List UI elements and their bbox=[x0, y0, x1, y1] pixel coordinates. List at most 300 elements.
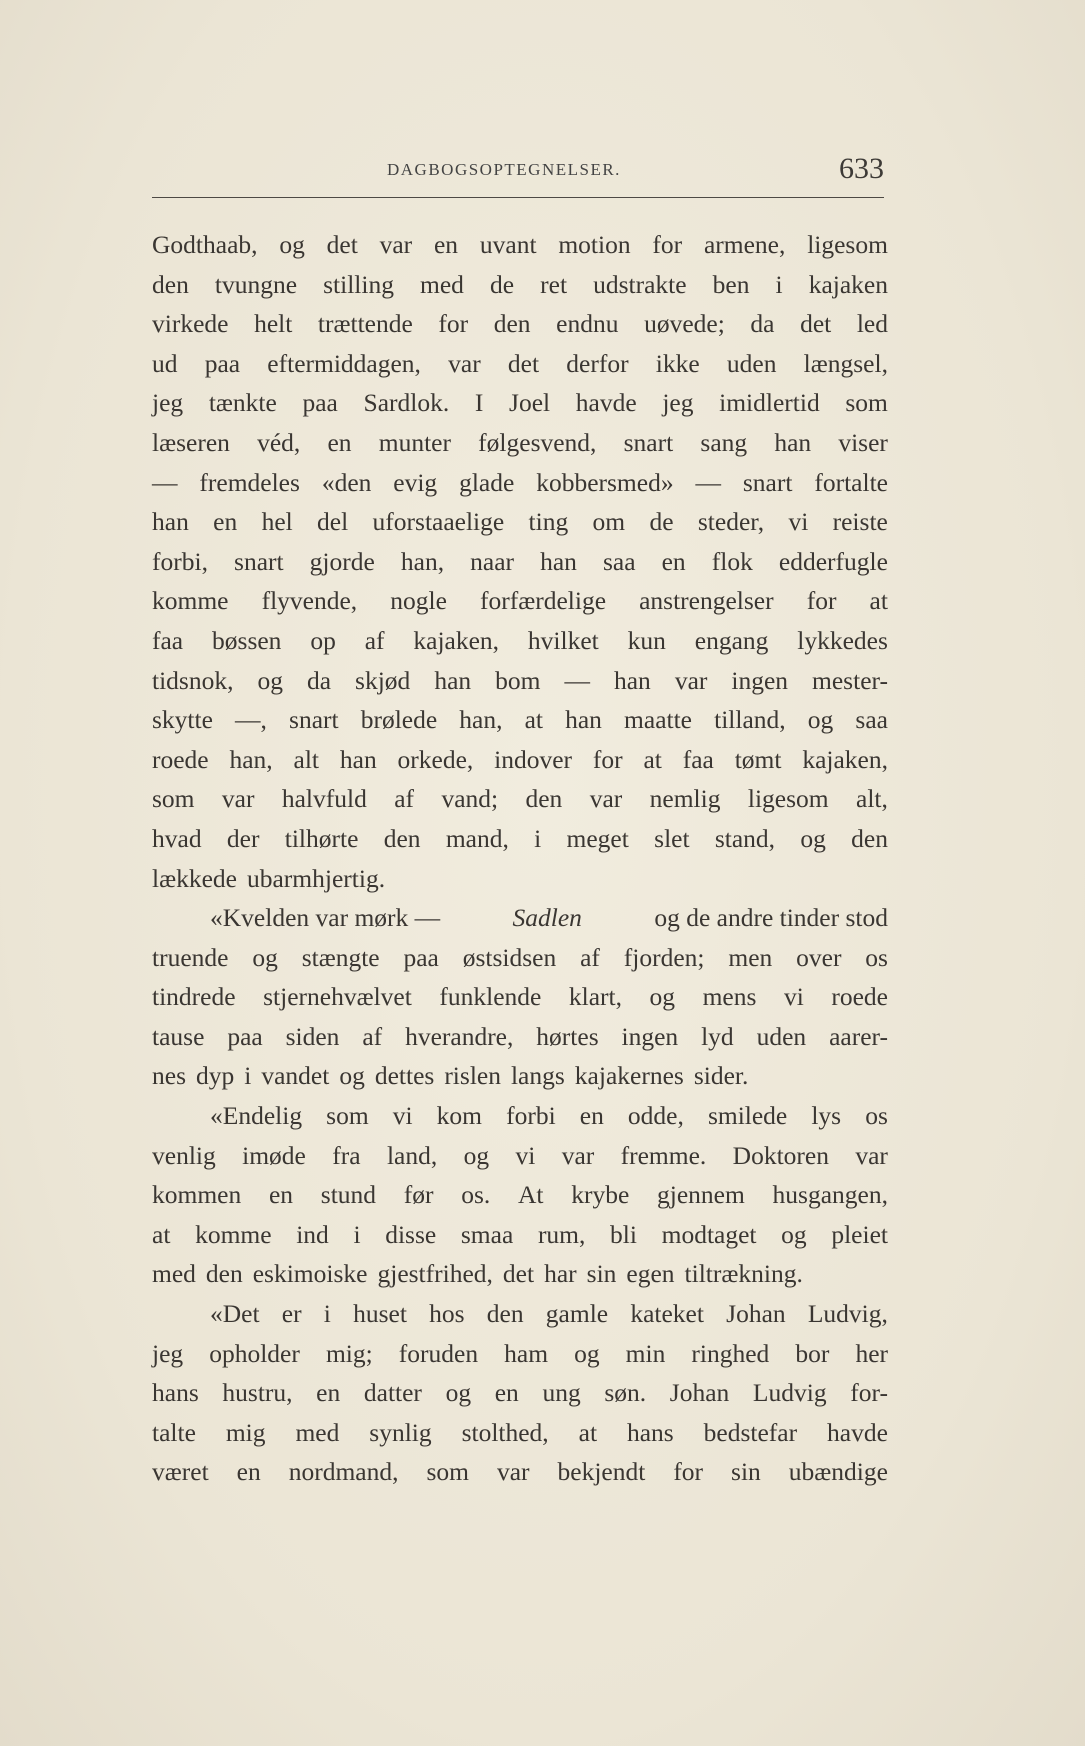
word: op bbox=[310, 625, 336, 655]
word: han bbox=[339, 744, 377, 774]
word: steder, bbox=[697, 507, 765, 537]
text-line bbox=[152, 1254, 888, 1294]
word: at bbox=[643, 744, 662, 774]
word: at bbox=[869, 586, 888, 616]
word: ret bbox=[540, 269, 568, 299]
text-line bbox=[152, 502, 888, 542]
word: roede bbox=[152, 744, 209, 774]
word: hvad bbox=[152, 823, 202, 853]
word: østsidsen bbox=[462, 942, 557, 972]
word: pleiet bbox=[831, 1219, 888, 1249]
word: som bbox=[326, 1101, 369, 1131]
word: krybe bbox=[571, 1180, 630, 1210]
header-rule bbox=[152, 197, 884, 198]
word: endnu bbox=[556, 309, 619, 339]
word: naar bbox=[470, 546, 515, 576]
word: sider. bbox=[693, 1061, 749, 1091]
word: af bbox=[364, 625, 385, 655]
word: alt bbox=[293, 744, 320, 774]
word: tømt bbox=[734, 744, 782, 774]
word: komme bbox=[152, 586, 229, 616]
word: os. bbox=[461, 1180, 491, 1210]
word: læseren bbox=[152, 427, 230, 457]
word: edderfugle bbox=[778, 546, 888, 576]
word: han bbox=[565, 705, 602, 735]
word: han, bbox=[229, 744, 273, 774]
word: uøvede; bbox=[644, 309, 725, 339]
word: og bbox=[279, 230, 305, 259]
word: bli bbox=[610, 1219, 637, 1249]
word: udstrakte bbox=[593, 269, 687, 299]
word: havde bbox=[575, 388, 637, 418]
word: saa bbox=[602, 546, 636, 576]
word: «den bbox=[321, 467, 372, 497]
word: Johan bbox=[726, 1299, 786, 1329]
text-line bbox=[152, 1215, 888, 1255]
word: været bbox=[152, 1457, 209, 1487]
word: uden bbox=[726, 348, 777, 378]
word: da bbox=[750, 309, 775, 339]
word: snart bbox=[623, 427, 674, 457]
word: nogle bbox=[390, 586, 447, 616]
word: indover bbox=[494, 744, 573, 774]
word: stand, bbox=[714, 823, 776, 853]
word: Joel bbox=[509, 388, 551, 418]
word: skytte bbox=[152, 705, 213, 735]
word: kobbersmed» bbox=[536, 467, 674, 497]
word: munter bbox=[378, 427, 451, 457]
word: over bbox=[796, 942, 842, 972]
word: det bbox=[502, 1259, 535, 1289]
word: han bbox=[774, 427, 812, 457]
word: ikke bbox=[655, 348, 700, 378]
word: mig; bbox=[325, 1338, 373, 1368]
word: Ludvig bbox=[752, 1378, 827, 1408]
word: venlig bbox=[152, 1140, 216, 1170]
word: den bbox=[486, 1299, 524, 1329]
word: han bbox=[434, 665, 472, 695]
word: vand; bbox=[441, 784, 499, 814]
word: den bbox=[851, 823, 888, 853]
word: jeg bbox=[152, 388, 184, 418]
word: os bbox=[865, 942, 888, 972]
word: og bbox=[445, 1378, 472, 1408]
word: siden bbox=[285, 1021, 340, 1051]
word: nordmand, bbox=[288, 1457, 399, 1487]
text-line bbox=[152, 740, 888, 780]
text-line bbox=[152, 938, 888, 978]
word: viser bbox=[838, 427, 888, 457]
word: truende bbox=[152, 942, 229, 972]
word: snart bbox=[289, 705, 339, 735]
word: kom bbox=[436, 1101, 483, 1131]
word: da bbox=[306, 665, 332, 695]
text-line bbox=[152, 1294, 888, 1334]
word: for bbox=[673, 1457, 704, 1487]
word: dettes bbox=[374, 1061, 435, 1091]
word: af bbox=[394, 784, 415, 814]
word: eskimoiske bbox=[252, 1259, 368, 1289]
word: I bbox=[474, 388, 484, 418]
word: rum, bbox=[537, 1219, 586, 1249]
word: for- bbox=[850, 1378, 888, 1408]
word: nes bbox=[152, 1061, 186, 1091]
word: virkede bbox=[152, 309, 229, 339]
word: slet bbox=[654, 823, 690, 853]
word: forbi bbox=[506, 1101, 556, 1131]
word: uforstaaelige bbox=[372, 507, 505, 537]
word: stængte bbox=[301, 942, 380, 972]
text-line bbox=[152, 1096, 888, 1136]
text-line bbox=[152, 542, 888, 582]
word: en bbox=[661, 546, 686, 576]
word: tænkte bbox=[208, 388, 277, 418]
word: motion bbox=[558, 230, 631, 259]
word: «Endelig bbox=[210, 1101, 303, 1131]
text-run: og de andre tinder stod bbox=[654, 903, 888, 933]
running-head: DAGBOGSOPTEGNELSER. bbox=[387, 160, 621, 179]
word: mens bbox=[702, 982, 757, 1012]
word: tilland, bbox=[714, 705, 786, 735]
word: jeg bbox=[662, 388, 694, 418]
word: uden bbox=[756, 1021, 807, 1051]
word: fjorden; bbox=[623, 942, 705, 972]
word: var bbox=[448, 348, 481, 378]
word: var bbox=[674, 665, 708, 695]
word: i bbox=[353, 1219, 361, 1249]
word: fremdeles bbox=[199, 467, 300, 497]
word: og bbox=[463, 1140, 490, 1170]
word: faa bbox=[682, 744, 714, 774]
word: klart, bbox=[568, 982, 622, 1012]
word: var bbox=[561, 1140, 595, 1170]
word: de bbox=[490, 269, 515, 299]
word: jeg bbox=[152, 1338, 184, 1368]
word: skjød bbox=[355, 665, 411, 695]
text-line bbox=[152, 1017, 888, 1057]
word: af bbox=[362, 1021, 383, 1051]
word: fortalte bbox=[814, 467, 888, 497]
word: hustru, bbox=[222, 1378, 293, 1408]
word: — bbox=[152, 467, 178, 497]
word: tilhørte bbox=[284, 823, 359, 853]
word: at bbox=[524, 705, 543, 735]
word: meget bbox=[566, 823, 629, 853]
word: gjorde bbox=[309, 546, 375, 576]
word: for bbox=[806, 586, 837, 616]
word: halvfuld bbox=[281, 784, 367, 814]
word: ligesom bbox=[807, 230, 888, 259]
text-line bbox=[152, 819, 888, 859]
word: —, bbox=[235, 705, 267, 735]
word: som bbox=[152, 784, 195, 814]
word: kajaken bbox=[808, 269, 888, 299]
word: modtaget bbox=[661, 1219, 757, 1249]
word: der bbox=[226, 823, 260, 853]
word: tindrede bbox=[152, 982, 236, 1012]
word: eftermiddagen, bbox=[267, 348, 421, 378]
word: stund bbox=[320, 1180, 377, 1210]
word: husgangen, bbox=[772, 1180, 888, 1210]
word: «Det bbox=[210, 1299, 260, 1329]
word: hans bbox=[626, 1417, 674, 1447]
word: hos bbox=[429, 1299, 465, 1329]
word: uvant bbox=[479, 230, 537, 259]
word: imøde bbox=[242, 1140, 306, 1170]
word: glade bbox=[459, 467, 515, 497]
word: en bbox=[494, 1378, 519, 1408]
word: mester- bbox=[812, 665, 888, 695]
word: alt, bbox=[856, 784, 888, 814]
word: og bbox=[649, 982, 676, 1012]
word: en bbox=[213, 507, 238, 537]
word: helt bbox=[254, 309, 293, 339]
word: bekjendt bbox=[557, 1457, 646, 1487]
word: vi bbox=[783, 982, 804, 1012]
word: var bbox=[221, 784, 255, 814]
word: sin bbox=[586, 1259, 617, 1289]
text-line bbox=[152, 898, 888, 938]
word: det bbox=[800, 309, 832, 339]
word: med bbox=[152, 1259, 196, 1289]
word: Godthaab, bbox=[152, 230, 258, 259]
word: egen bbox=[626, 1259, 675, 1289]
word: med bbox=[295, 1417, 340, 1447]
word: forfærdelige bbox=[479, 586, 607, 616]
word: bøssen bbox=[212, 625, 282, 655]
word: og bbox=[339, 1061, 365, 1091]
word: flyvende, bbox=[261, 586, 358, 616]
word: det bbox=[326, 230, 358, 259]
word: men bbox=[728, 942, 773, 972]
word: den bbox=[525, 784, 563, 814]
text-line bbox=[152, 1334, 888, 1374]
word: ung bbox=[542, 1378, 581, 1408]
word: her bbox=[855, 1338, 888, 1368]
word: sang bbox=[700, 427, 748, 457]
text-line bbox=[152, 621, 888, 661]
word: og bbox=[574, 1338, 600, 1368]
word: land, bbox=[386, 1140, 438, 1170]
text-line bbox=[152, 700, 888, 740]
word: en bbox=[433, 230, 459, 259]
word: talte bbox=[152, 1417, 196, 1447]
word: var bbox=[855, 1140, 888, 1170]
word: fra bbox=[332, 1140, 361, 1170]
word: af bbox=[580, 942, 600, 972]
word: imidlertid bbox=[719, 388, 820, 418]
text-line bbox=[152, 1056, 888, 1096]
word: ingen bbox=[731, 665, 789, 695]
text-line bbox=[152, 423, 888, 463]
word: ligesom bbox=[747, 784, 829, 814]
word: — bbox=[695, 467, 721, 497]
word: saa bbox=[855, 705, 888, 735]
word: en bbox=[327, 427, 352, 457]
text-line bbox=[152, 1452, 888, 1492]
word: er bbox=[281, 1299, 302, 1329]
word: de bbox=[649, 507, 674, 537]
text-line bbox=[152, 779, 888, 819]
word: flok bbox=[711, 546, 753, 576]
text-line bbox=[152, 225, 888, 265]
word: maatte bbox=[624, 705, 693, 735]
word: del bbox=[317, 507, 349, 537]
word: i bbox=[323, 1299, 331, 1329]
word: stolthed, bbox=[461, 1417, 549, 1447]
word: engang bbox=[694, 625, 769, 655]
word: om bbox=[592, 507, 626, 537]
word: — bbox=[564, 665, 590, 695]
word: at bbox=[152, 1219, 171, 1249]
word: stjernehvælvet bbox=[263, 982, 412, 1012]
word: var bbox=[379, 230, 413, 259]
word: paa bbox=[302, 388, 338, 418]
word: den bbox=[493, 309, 531, 339]
word: snart bbox=[234, 546, 284, 576]
word: lys bbox=[811, 1101, 842, 1131]
word: tidsnok, bbox=[152, 665, 234, 695]
word: kommen bbox=[152, 1180, 242, 1210]
word: gjennem bbox=[656, 1180, 745, 1210]
word: tause bbox=[152, 1021, 205, 1051]
word: komme bbox=[195, 1219, 272, 1249]
word: snart bbox=[742, 467, 793, 497]
word: evig bbox=[393, 467, 438, 497]
word: var bbox=[496, 1457, 530, 1487]
text-line bbox=[152, 1373, 888, 1413]
word: hvilket bbox=[527, 625, 599, 655]
text-line bbox=[152, 344, 888, 384]
body-text bbox=[152, 225, 888, 1492]
word: ringhed bbox=[691, 1338, 770, 1368]
word: vi bbox=[788, 507, 809, 537]
word: vi bbox=[515, 1140, 536, 1170]
word: rislen bbox=[444, 1061, 501, 1091]
word: synlig bbox=[369, 1417, 432, 1447]
word: hørtes bbox=[536, 1021, 599, 1051]
text-line bbox=[152, 1136, 888, 1176]
word: en bbox=[236, 1457, 261, 1487]
word: og bbox=[257, 665, 283, 695]
word: odde, bbox=[627, 1101, 684, 1131]
word: ud bbox=[152, 348, 178, 378]
word: i bbox=[244, 1061, 252, 1091]
word: var bbox=[589, 784, 623, 814]
word: ind bbox=[296, 1219, 329, 1249]
page-number: 633 bbox=[839, 152, 884, 185]
word: gamle bbox=[545, 1299, 609, 1329]
word: som bbox=[426, 1457, 469, 1487]
word: den bbox=[383, 823, 421, 853]
word: i bbox=[534, 823, 542, 853]
word: os bbox=[865, 1101, 888, 1131]
word: han bbox=[540, 546, 577, 576]
word: langs bbox=[510, 1061, 565, 1091]
word: bom bbox=[495, 665, 541, 695]
word: Sardlok. bbox=[363, 388, 450, 418]
word: datter bbox=[363, 1378, 422, 1408]
word: ubændige bbox=[788, 1457, 888, 1487]
word: reiste bbox=[832, 507, 888, 537]
word: i bbox=[775, 269, 783, 299]
word: tiltrækning. bbox=[684, 1259, 803, 1289]
word: bor bbox=[795, 1338, 830, 1368]
word: en bbox=[579, 1101, 604, 1131]
word: lækkede bbox=[152, 863, 237, 893]
word: har bbox=[544, 1259, 577, 1289]
word: paa bbox=[227, 1021, 263, 1051]
word: følgesvend, bbox=[478, 427, 597, 457]
word: for bbox=[438, 309, 469, 339]
word: mand, bbox=[445, 823, 509, 853]
word: Doktoren bbox=[732, 1140, 829, 1170]
word: At bbox=[517, 1180, 544, 1210]
word: min bbox=[625, 1338, 666, 1368]
word: ham bbox=[504, 1338, 549, 1368]
word: søn. bbox=[604, 1378, 647, 1408]
word: fremme. bbox=[620, 1140, 707, 1170]
word: disse bbox=[385, 1219, 437, 1249]
word: lyd bbox=[701, 1021, 734, 1051]
word: huset bbox=[353, 1299, 407, 1329]
word: tvungne bbox=[214, 269, 298, 299]
word: dyp bbox=[196, 1061, 235, 1091]
word: ubarmhjertig. bbox=[246, 863, 386, 893]
word: kajakernes bbox=[574, 1061, 684, 1091]
text-line bbox=[152, 859, 888, 899]
word: og bbox=[252, 942, 278, 972]
word: sin bbox=[731, 1457, 761, 1487]
word: foruden bbox=[398, 1338, 479, 1368]
word: havde bbox=[827, 1417, 888, 1447]
word: Ludvig, bbox=[807, 1299, 888, 1329]
word: og bbox=[807, 705, 834, 735]
word: derfor bbox=[566, 348, 629, 378]
text-line bbox=[152, 581, 888, 621]
word: vi bbox=[392, 1101, 413, 1131]
text-line bbox=[152, 1413, 888, 1453]
word: han bbox=[152, 507, 189, 537]
word: kun bbox=[627, 625, 666, 655]
text-line bbox=[152, 1175, 888, 1215]
word: han, bbox=[400, 546, 445, 576]
text-line bbox=[152, 977, 888, 1017]
word: den bbox=[152, 269, 189, 299]
word: aarer- bbox=[829, 1021, 888, 1051]
word: vandet bbox=[261, 1061, 330, 1091]
word: Johan bbox=[669, 1378, 730, 1408]
word: for bbox=[652, 230, 683, 259]
word: smaa bbox=[460, 1219, 514, 1249]
word: hverandre, bbox=[405, 1021, 514, 1051]
word: paa bbox=[204, 348, 241, 378]
word: før bbox=[403, 1180, 434, 1210]
text-line bbox=[152, 463, 888, 503]
word: kateket bbox=[630, 1299, 704, 1329]
text-line bbox=[152, 661, 888, 701]
word: han bbox=[613, 665, 651, 695]
text-line bbox=[152, 265, 888, 305]
word: brølede bbox=[360, 705, 438, 735]
word: nemlig bbox=[649, 784, 721, 814]
word: hans bbox=[152, 1378, 199, 1408]
word: faa bbox=[152, 625, 184, 655]
word: trættende bbox=[317, 309, 413, 339]
word: led bbox=[856, 309, 888, 339]
italic-name: Sadlen bbox=[512, 903, 582, 933]
word: lykkedes bbox=[797, 625, 888, 655]
